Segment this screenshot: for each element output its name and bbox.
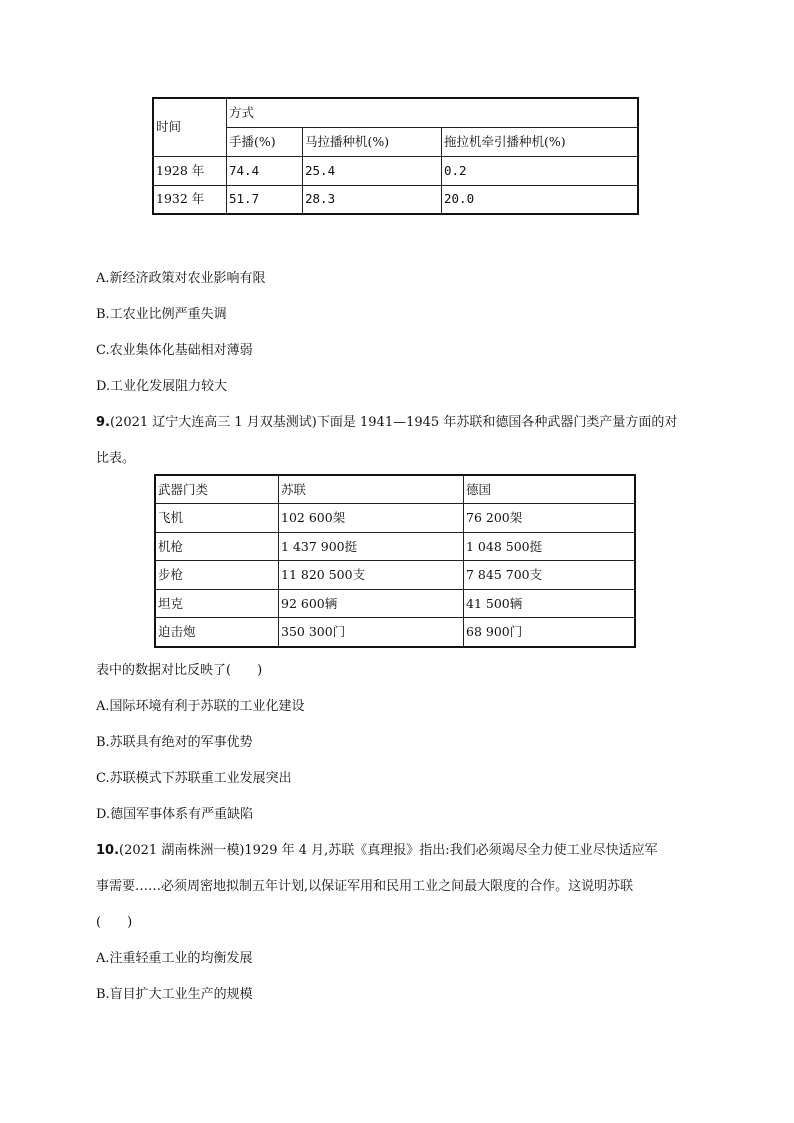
table-row [155,589,635,618]
table-cell: 0.2 [442,156,639,185]
table-cell: 102 600架 [279,504,464,533]
q8-option-c[interactable]: C.农业集体化基础相对薄弱 [96,343,253,358]
table-cell: 7 845 700支 [464,561,636,590]
table-cell: 坦克 [155,589,279,618]
question-number: 9. [96,415,110,430]
table-row [153,156,638,185]
table-cell: 76 200架 [464,504,636,533]
q9-option-c[interactable]: C.苏联模式下苏联重工业发展突出 [96,771,292,786]
table-header-method: 方式 [227,98,639,127]
table-row [155,618,635,647]
table-cell: 迫击炮 [155,618,279,647]
table-header-col: 马拉播种机(%) [303,127,442,156]
table-cell: 机枪 [155,532,279,561]
table-row [155,532,635,561]
weapons-production-table [154,474,636,648]
table-cell: 51.7 [227,185,303,214]
table-cell: 350 300门 [279,618,464,647]
q10-text: (2021 湖南株洲一模)1929 年 4 月,苏联《真理报》指出:我们必须竭尽全力使工业尽快适应军 [119,843,658,858]
q9-option-b[interactable]: B.苏联具有绝对的军事优势 [96,735,253,750]
q10-stem-line1 [96,839,658,858]
q9-text: (2021 辽宁大连高三 1 月双基测试)下面是 1941—1945 年苏联和德国各种武器门类产量方面的对 [109,415,678,430]
table-header-col: 拖拉机牵引播种机(%) [442,127,639,156]
table-header-col: 手播(%) [227,127,303,156]
table-cell: 41 500辆 [464,589,636,618]
table-header-col: 德国 [464,475,636,504]
q9-stem-line2: 比表。 [96,451,136,466]
table-cell: 11 820 500支 [279,561,464,590]
table-header-time: 时间 [153,98,227,156]
q10-stem-line3: ( ) [96,915,133,930]
sowing-method-table [152,97,639,215]
table-cell: 1 048 500挺 [464,532,636,561]
q9-question: 表中的数据对比反映了( ) [96,663,263,678]
q8-option-d[interactable]: D.工业化发展阻力较大 [96,379,228,394]
table-header-col: 武器门类 [155,475,279,504]
table-cell: 74.4 [227,156,303,185]
table-cell: 92 600辆 [279,589,464,618]
table-row [155,561,635,590]
q10-option-b[interactable]: B.盲目扩大工业生产的规模 [96,987,253,1002]
table-cell: 28.3 [303,185,442,214]
table-cell: 68 900门 [464,618,636,647]
q8-option-a[interactable]: A.新经济政策对农业影响有限 [96,271,266,286]
table-header-row [155,475,635,504]
table-cell: 25.4 [303,156,442,185]
table-cell: 步枪 [155,561,279,590]
table-cell: 飞机 [155,504,279,533]
table-cell-year: 1928 年 [153,156,227,185]
q8-option-b[interactable]: B.工农业比例严重失调 [96,307,227,322]
table-cell-year: 1932 年 [153,185,227,214]
table-header-col: 苏联 [279,475,464,504]
question-number: 10. [96,843,120,858]
table-row [155,504,635,533]
q10-stem-line2: 事需要……必须周密地拟制五年计划,以保证军用和民用工业之间最大限度的合作。这说明苏联 [96,879,634,894]
table-cell: 20.0 [442,185,639,214]
table-cell: 1 437 900挺 [279,532,464,561]
q9-option-a[interactable]: A.国际环境有利于苏联的工业化建设 [96,699,305,714]
q9-stem-line1 [96,411,677,430]
q10-option-a[interactable]: A.注重轻重工业的均衡发展 [96,951,253,966]
q9-option-d[interactable]: D.德国军事体系有严重缺陷 [96,807,254,822]
table-row [153,185,638,214]
